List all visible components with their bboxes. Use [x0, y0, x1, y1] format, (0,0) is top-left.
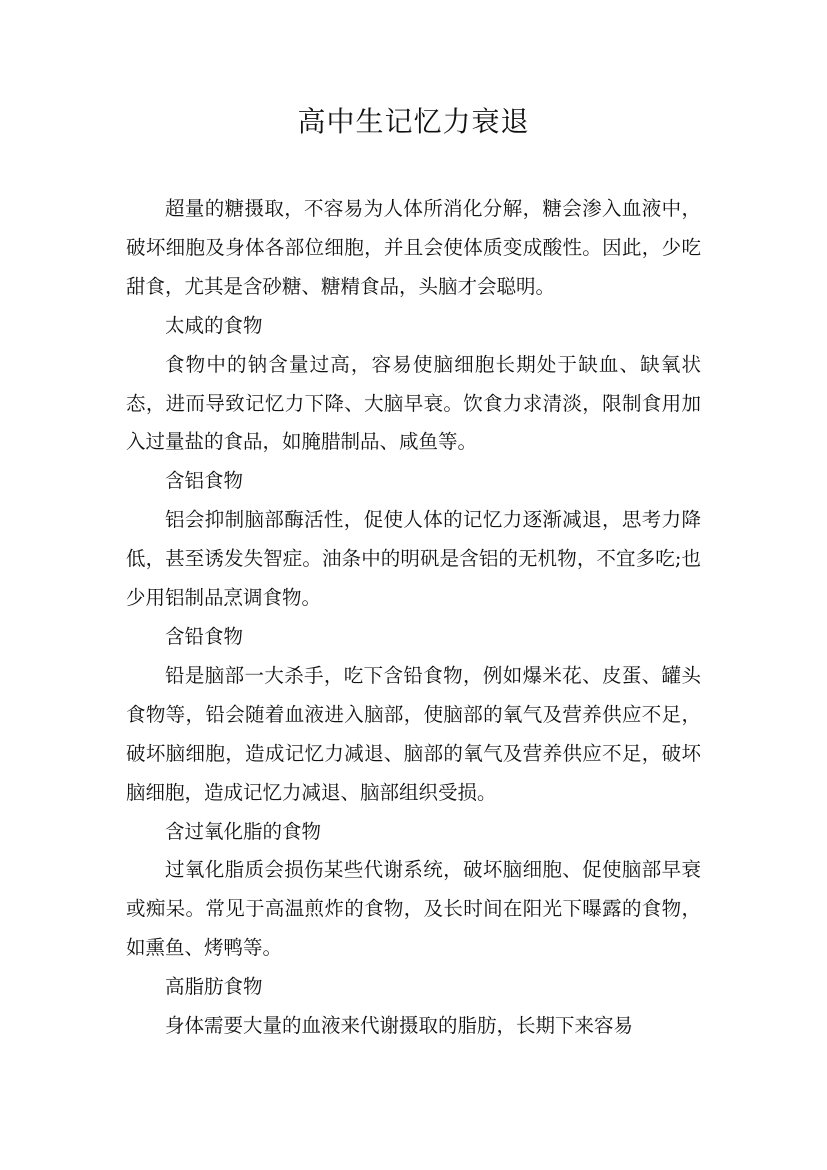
paragraph-high-fat-food: 身体需要大量的血液来代谢摄取的脂肪，长期下来容易 [165, 1014, 634, 1038]
paragraph-aluminum-food: 铝会抑制脑部酶活性，促使人体的记忆力逐渐减退，思考力降低，甚至诱发失智症。油条中的明矾是含铝的无机物，不宜多吃;也少用铝制品烹调食物。 [126, 508, 701, 610]
paragraph-sugar: 超量的糖摄取，不容易为人体所消化分解，糖会渗入血液中，破坏细胞及身体各部位细胞，并且会使体质变成酸性。因此，少吃甜食，尤其是含砂糖、糖精食品，头脑才会聪明。 [126, 197, 701, 298]
paragraph-salty-food: 食物中的钠含量过高，容易使脑细胞长期处于缺血、缺氧状态，进而导致记忆力下降、大脑早衰。饮食力求清淡，限制食用加入过量盐的食品，如腌腊制品、咸鱼等。 [126, 352, 701, 454]
section-heading-peroxide-food: 含过氧化脂的食物 [165, 819, 322, 843]
document-title: 高中生记忆力衰退 [297, 105, 530, 138]
section-heading-lead-food: 含铅食物 [165, 624, 244, 648]
paragraph-peroxide-food: 过氧化脂质会损伤某些代谢系统，破坏脑细胞、促使脑部早衰或痴呆。常见于高温煎炸的食物，及长时间在阳光下曝露的食物，如熏鱼、烤鸭等。 [126, 858, 701, 960]
section-heading-salty-food: 太咸的食物 [165, 313, 263, 337]
paragraph-lead-food: 铅是脑部一大杀手，吃下含铅食物，例如爆米花、皮蛋、罐头食物等，铅会随着血液进入脑部，使脑部的氧气及营养供应不足，破坏脑细胞，造成记忆力减退、脑部的氧气及营养供应不足，破坏脑细胞，造成记忆力减退、脑部组织受损。 [126, 663, 701, 804]
section-heading-high-fat-food: 高脂肪食物 [165, 975, 263, 999]
section-heading-aluminum-food: 含铝食物 [165, 469, 244, 493]
document-body [126, 190, 701, 1046]
